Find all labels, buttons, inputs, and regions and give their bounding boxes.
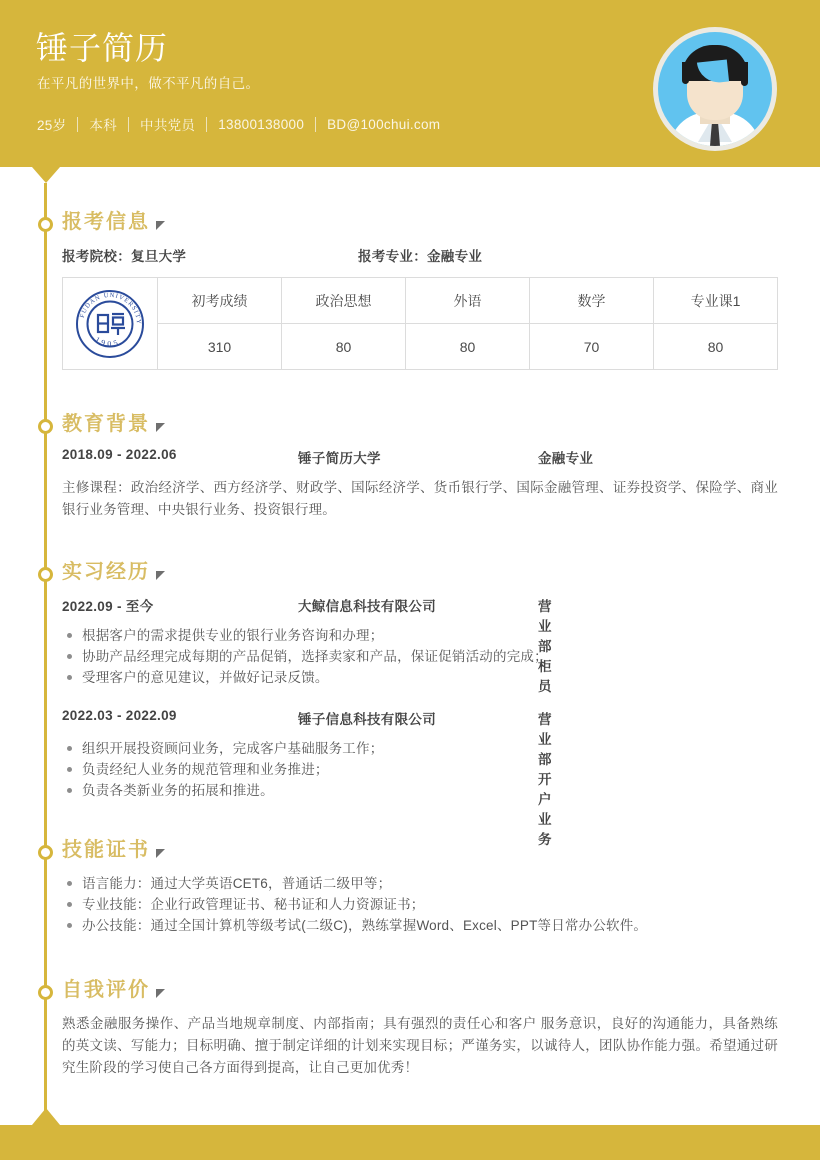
meta-divider [128, 117, 129, 132]
table-row [63, 324, 778, 370]
education-courses: 主修课程：政治经济学、西方经济学、财政学、国际经济学、货币银行学、国际金融管理、证券投资学、保险学、商业银行业务管理、中央银行业务、投资银行理。 [62, 480, 778, 517]
score-header-cell: 专业课1 [654, 278, 778, 324]
internship-date: 2022.03 - 2022.09 [62, 708, 177, 723]
meta-phone: 13800138000 [218, 116, 305, 132]
timeline-dot-skills [38, 845, 53, 860]
section-title-education [62, 414, 165, 434]
education-entry-row [62, 447, 778, 467]
score-value-cell: 80 [282, 324, 406, 370]
meta-political-status: 中共党员 [140, 118, 196, 133]
skills-list [62, 873, 647, 936]
section-title-internship [62, 562, 165, 582]
section-arrow-icon [156, 423, 165, 432]
apply-major: 报考专业：金融专业 [358, 249, 483, 264]
section-title-text: 教育背景 [62, 413, 150, 435]
timeline-dot-education [38, 419, 53, 434]
fudan-university-seal-icon [63, 278, 158, 370]
apply-school: 报考院校：复旦大学 [62, 249, 187, 264]
score-value-cell: 70 [530, 324, 654, 370]
section-title-text: 实习经历 [62, 561, 150, 583]
timeline-end-triangle [32, 1108, 60, 1125]
score-header-cell: 数学 [530, 278, 654, 324]
section-arrow-icon [156, 849, 165, 858]
list-item: 专业技能：企业行政管理证书、秘书证和人力资源证书； [62, 894, 647, 915]
section-title-apply-info [62, 212, 165, 232]
meta-divider [206, 117, 207, 132]
list-item: 负责经纪人业务的规范管理和业务推进； [62, 759, 548, 780]
section-title-self-evaluation [62, 980, 165, 1000]
internship-date: 2022.09 - 至今 [62, 599, 154, 614]
timeline-dot-apply [38, 217, 53, 232]
list-item: 语言能力：通过大学英语CET6，普通话二级甲等； [62, 873, 647, 894]
list-item: 根据客户的需求提供专业的银行业务咨询和办理； [62, 625, 548, 646]
page-title: 锤子简历 [36, 30, 169, 66]
person-avatar-icon [658, 32, 772, 146]
section-education [62, 414, 778, 521]
header-contact-meta [37, 114, 440, 134]
score-header-cell: 外语 [406, 278, 530, 324]
internship-company: 大鲸信息科技有限公司 [298, 599, 436, 614]
section-title-text: 报考信息 [62, 211, 150, 233]
avatar-sideburn-right [741, 62, 748, 86]
avatar [653, 27, 777, 151]
section-skills [62, 840, 647, 936]
internship-duty-list [62, 625, 548, 688]
internship-duty-list [62, 738, 548, 801]
score-table [62, 277, 778, 370]
apply-school-major-row [62, 245, 778, 265]
self-evaluation-text: 熟悉金融服务操作、产品当地规章制度、内部指南；具有强烈的责任心和客户 服务意识，良好的沟通能力，具备熟练的英文读、写能力；目标明确、擅于制定详细的计划来实现目标；严谨务实，以诚待人，团队协作能力强。希望通过研究生阶段的学习使自己各方面得到提高，让自己更加优秀！ [62, 1016, 778, 1075]
score-header-cell: 政治思想 [282, 278, 406, 324]
footer-bar [0, 1125, 820, 1160]
timeline-dot-self-evaluation [38, 985, 53, 1000]
section-title-text: 技能证书 [62, 839, 150, 861]
list-item: 负责各类新业务的拓展和推进。 [62, 780, 548, 801]
header-slogan: 在平凡的世界中，做不平凡的自己。 [37, 76, 260, 91]
education-date: 2018.09 - 2022.06 [62, 447, 177, 462]
meta-divider [77, 117, 78, 132]
section-title-text: 自我评价 [62, 979, 150, 1001]
avatar-hair-sweep [697, 59, 729, 84]
svg-text:1905: 1905 [93, 334, 122, 348]
list-item: 办公技能：通过全国计算机等级考试(二级C)，熟练掌握Word、Excel、PPT等日常办公软件。 [62, 915, 647, 936]
section-arrow-icon [156, 989, 165, 998]
section-internship [62, 561, 552, 847]
timeline-line [44, 183, 47, 1111]
internship-company: 锤子信息科技有限公司 [298, 712, 436, 727]
section-self-evaluation [62, 980, 778, 1079]
score-value-cell: 80 [406, 324, 530, 370]
table-row-header [63, 278, 778, 324]
score-value-cell: 310 [158, 324, 282, 370]
education-school: 锤子简历大学 [298, 451, 381, 466]
list-item: 协助产品经理完成每期的产品促销，选择卖家和产品，保证促销活动的完成； [62, 646, 548, 667]
avatar-hair [682, 45, 748, 81]
meta-age: 25岁 [37, 118, 67, 133]
list-item: 组织开展投资顾问业务，完成客户基础服务工作； [62, 738, 548, 759]
section-arrow-icon [156, 571, 165, 580]
education-major: 金融专业 [538, 451, 594, 466]
internship-role: 营业部开户业务 [538, 712, 552, 847]
section-title-skills [62, 840, 165, 860]
score-header-cell: 初考成绩 [158, 278, 282, 324]
internship-role: 营业部柜员 [538, 599, 552, 694]
score-value-cell: 80 [654, 324, 778, 370]
section-arrow-icon [156, 221, 165, 230]
meta-degree: 本科 [89, 118, 118, 133]
header-notch-triangle [32, 167, 60, 183]
section-apply-info [62, 212, 778, 370]
timeline-dot-internship [38, 567, 53, 582]
svg-text:FUDAN UNIVERSITY: FUDAN UNIVERSITY [78, 291, 143, 325]
list-item: 受理客户的意见建议，并做好记录反馈。 [62, 667, 548, 688]
meta-divider [315, 117, 316, 132]
meta-email: BD@100chui.com [327, 116, 441, 132]
avatar-sideburn-left [682, 62, 689, 84]
